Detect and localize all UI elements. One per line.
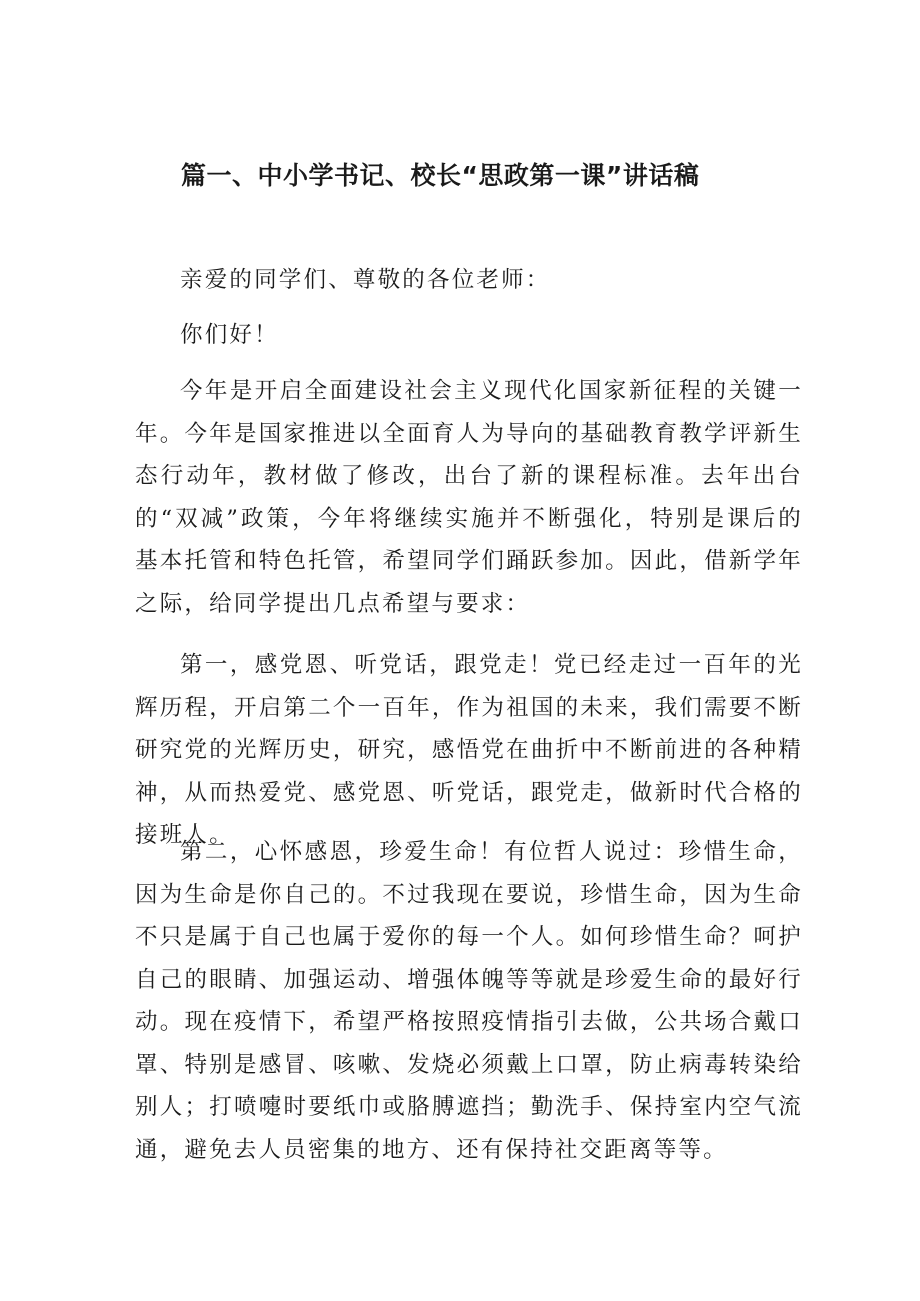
body-paragraph-first-point: 第一，感党恩、听党话，跟党走！党已经走过一百年的光辉历程，开启第二个一百年，作为祖国的未来，我们需要不断研究党的光辉历史，研究，感悟党在曲折中不断前进的各种精神，从而热爱党、感党恩、听党话，跟党走，做新时代合格的接班人。 <box>135 652 803 848</box>
body-paragraph-intro: 今年是开启全面建设社会主义现代化国家新征程的关键一年。今年是国家推进以全面育人为导向的基础教育教学评新生态行动年，教材做了修改，出台了新的课程标准。去年出台的“双减”政策，今年将继续实施并不断强化，特别是课后的基本托管和特色托管，希望同学们踊跃参加。因此，借新学年之际，给同学提出几点希望与要求： <box>135 378 803 617</box>
greeting-line: 亲爱的同学们、尊敬的各位老师： <box>180 267 551 293</box>
hello-line: 你们好！ <box>180 322 279 348</box>
document-title: 篇一、中小学书记、校长“思政第一课”讲话稿 <box>181 161 700 190</box>
body-paragraph-second-point: 第二，心怀感恩，珍爱生命！有位哲人说过：珍惜生命，因为生命是你自己的。不过我现在要说，珍惜生命，因为生命不只是属于自己也属于爱你的每一个人。如何珍惜生命？呵护自己的眼睛、加强运动、增强体魄等等就是珍爱生命的最好行动。现在疫情下，希望严格按照疫情指引去做，公共场合戴口罩、特别是感冒、咳嗽、发烧必须戴上口罩，防止病毒转染给别人；打喷嚏时要纸巾或胳膊遮挡；勤洗手、保持室内空气流通，避免去人员密集的地方、还有保持社交距离等等。 <box>135 839 803 1163</box>
